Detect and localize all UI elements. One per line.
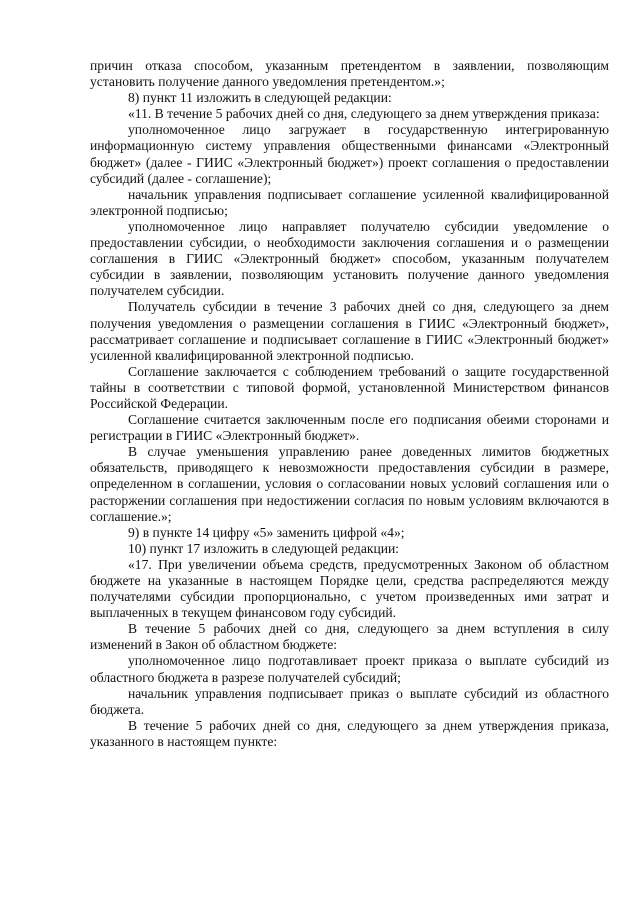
paragraph-clause-11: «11. В течение 5 рабочих дней со дня, следующего за днем утверждения приказа: bbox=[128, 106, 600, 122]
paragraph-item-8: 8) пункт 11 изложить в следующей редакции: bbox=[128, 90, 392, 106]
paragraph-item-10: 10) пункт 17 изложить в следующей редакции: bbox=[128, 540, 400, 556]
paragraph-notification: уполномоченное лицо направляет получателю субсидии уведомление о предоставлении субсидии, о необходимости заключения соглашения и о размещении соглашения в ГИИС «Электронный бюджет» способом, указанным получателем субсидии в заявлении, позволяющим установить получение данного уведомления получателем субсидии. bbox=[90, 218, 609, 299]
paragraph-item-9: 9) в пункте 14 цифру «5» заменить цифрой «4»; bbox=[128, 524, 405, 540]
paragraph-recipient-signs: Получатель субсидии в течение 3 рабочих дней со дня, следующего за днем получения уведомления о размещении соглашения в ГИИС «Электронный бюджет», рассматривает соглашение и подписывает соглашение в ГИИС «Электронный бюджет» усиленной квалифицированной электронной подписью. bbox=[90, 299, 609, 363]
paragraph-head-signs-order: начальник управления подписывает приказ о выплате субсидий из областного бюджета. bbox=[90, 685, 609, 717]
paragraph-within-5-days-order: В течение 5 рабочих дней со дня, следующего за днем утверждения приказа, указанного в настоящем пункте: bbox=[90, 717, 609, 749]
paragraph-head-signs: начальник управления подписывает соглашение усиленной квалифицированной электронной подписью; bbox=[90, 186, 609, 218]
document-page bbox=[90, 58, 609, 750]
paragraph-upload-draft: уполномоченное лицо загружает в государственную интегрированную информационную систему управления общественными финансами «Электронный бюджет» (далее - ГИИС «Электронный бюджет») проект соглашения о предоставлении субсидий (далее - соглашение); bbox=[90, 122, 609, 186]
paragraph-limits-reduction: В случае уменьшения управлению ранее доведенных лимитов бюджетных обязательств, приводящего к невозможности предоставления субсидии в размере, определенном в соглашении, условия о согласовании новых условий соглашения или о расторжении соглашения при недостижении согласия по новым условиям включаются в соглашение.»; bbox=[90, 444, 609, 524]
paragraph-clause-17: «17. При увеличении объема средств, предусмотренных Законом об областном бюджете на указанные в настоящем Порядке цели, средства распределяются между получателями субсидии пропорционально, с учетом произведенных ими затрат и выплаченных в текущем финансовом году субсидий. bbox=[90, 556, 609, 621]
paragraph-state-secret: Соглашение заключается с соблюдением требований о защите государственной тайны в соответствии с типовой формой, установленной Министерством финансов Российской Федерации. bbox=[90, 363, 609, 411]
paragraph-continuation: причин отказа способом, указанным претендентом в заявлении, позволяющим установить получение данного уведомления претендентом.»; bbox=[90, 58, 609, 90]
paragraph-within-5-days-law: В течение 5 рабочих дней со дня, следующего за днем вступления в силу изменений в Закон об областном бюджете: bbox=[90, 621, 609, 653]
paragraph-agreement-concluded: Соглашение считается заключенным после его подписания обеими сторонами и регистрации в ГИИС «Электронный бюджет». bbox=[90, 412, 609, 444]
paragraph-prepare-order: уполномоченное лицо подготавливает проект приказа о выплате субсидий из областного бюджета в разрезе получателей субсидий; bbox=[90, 653, 609, 685]
